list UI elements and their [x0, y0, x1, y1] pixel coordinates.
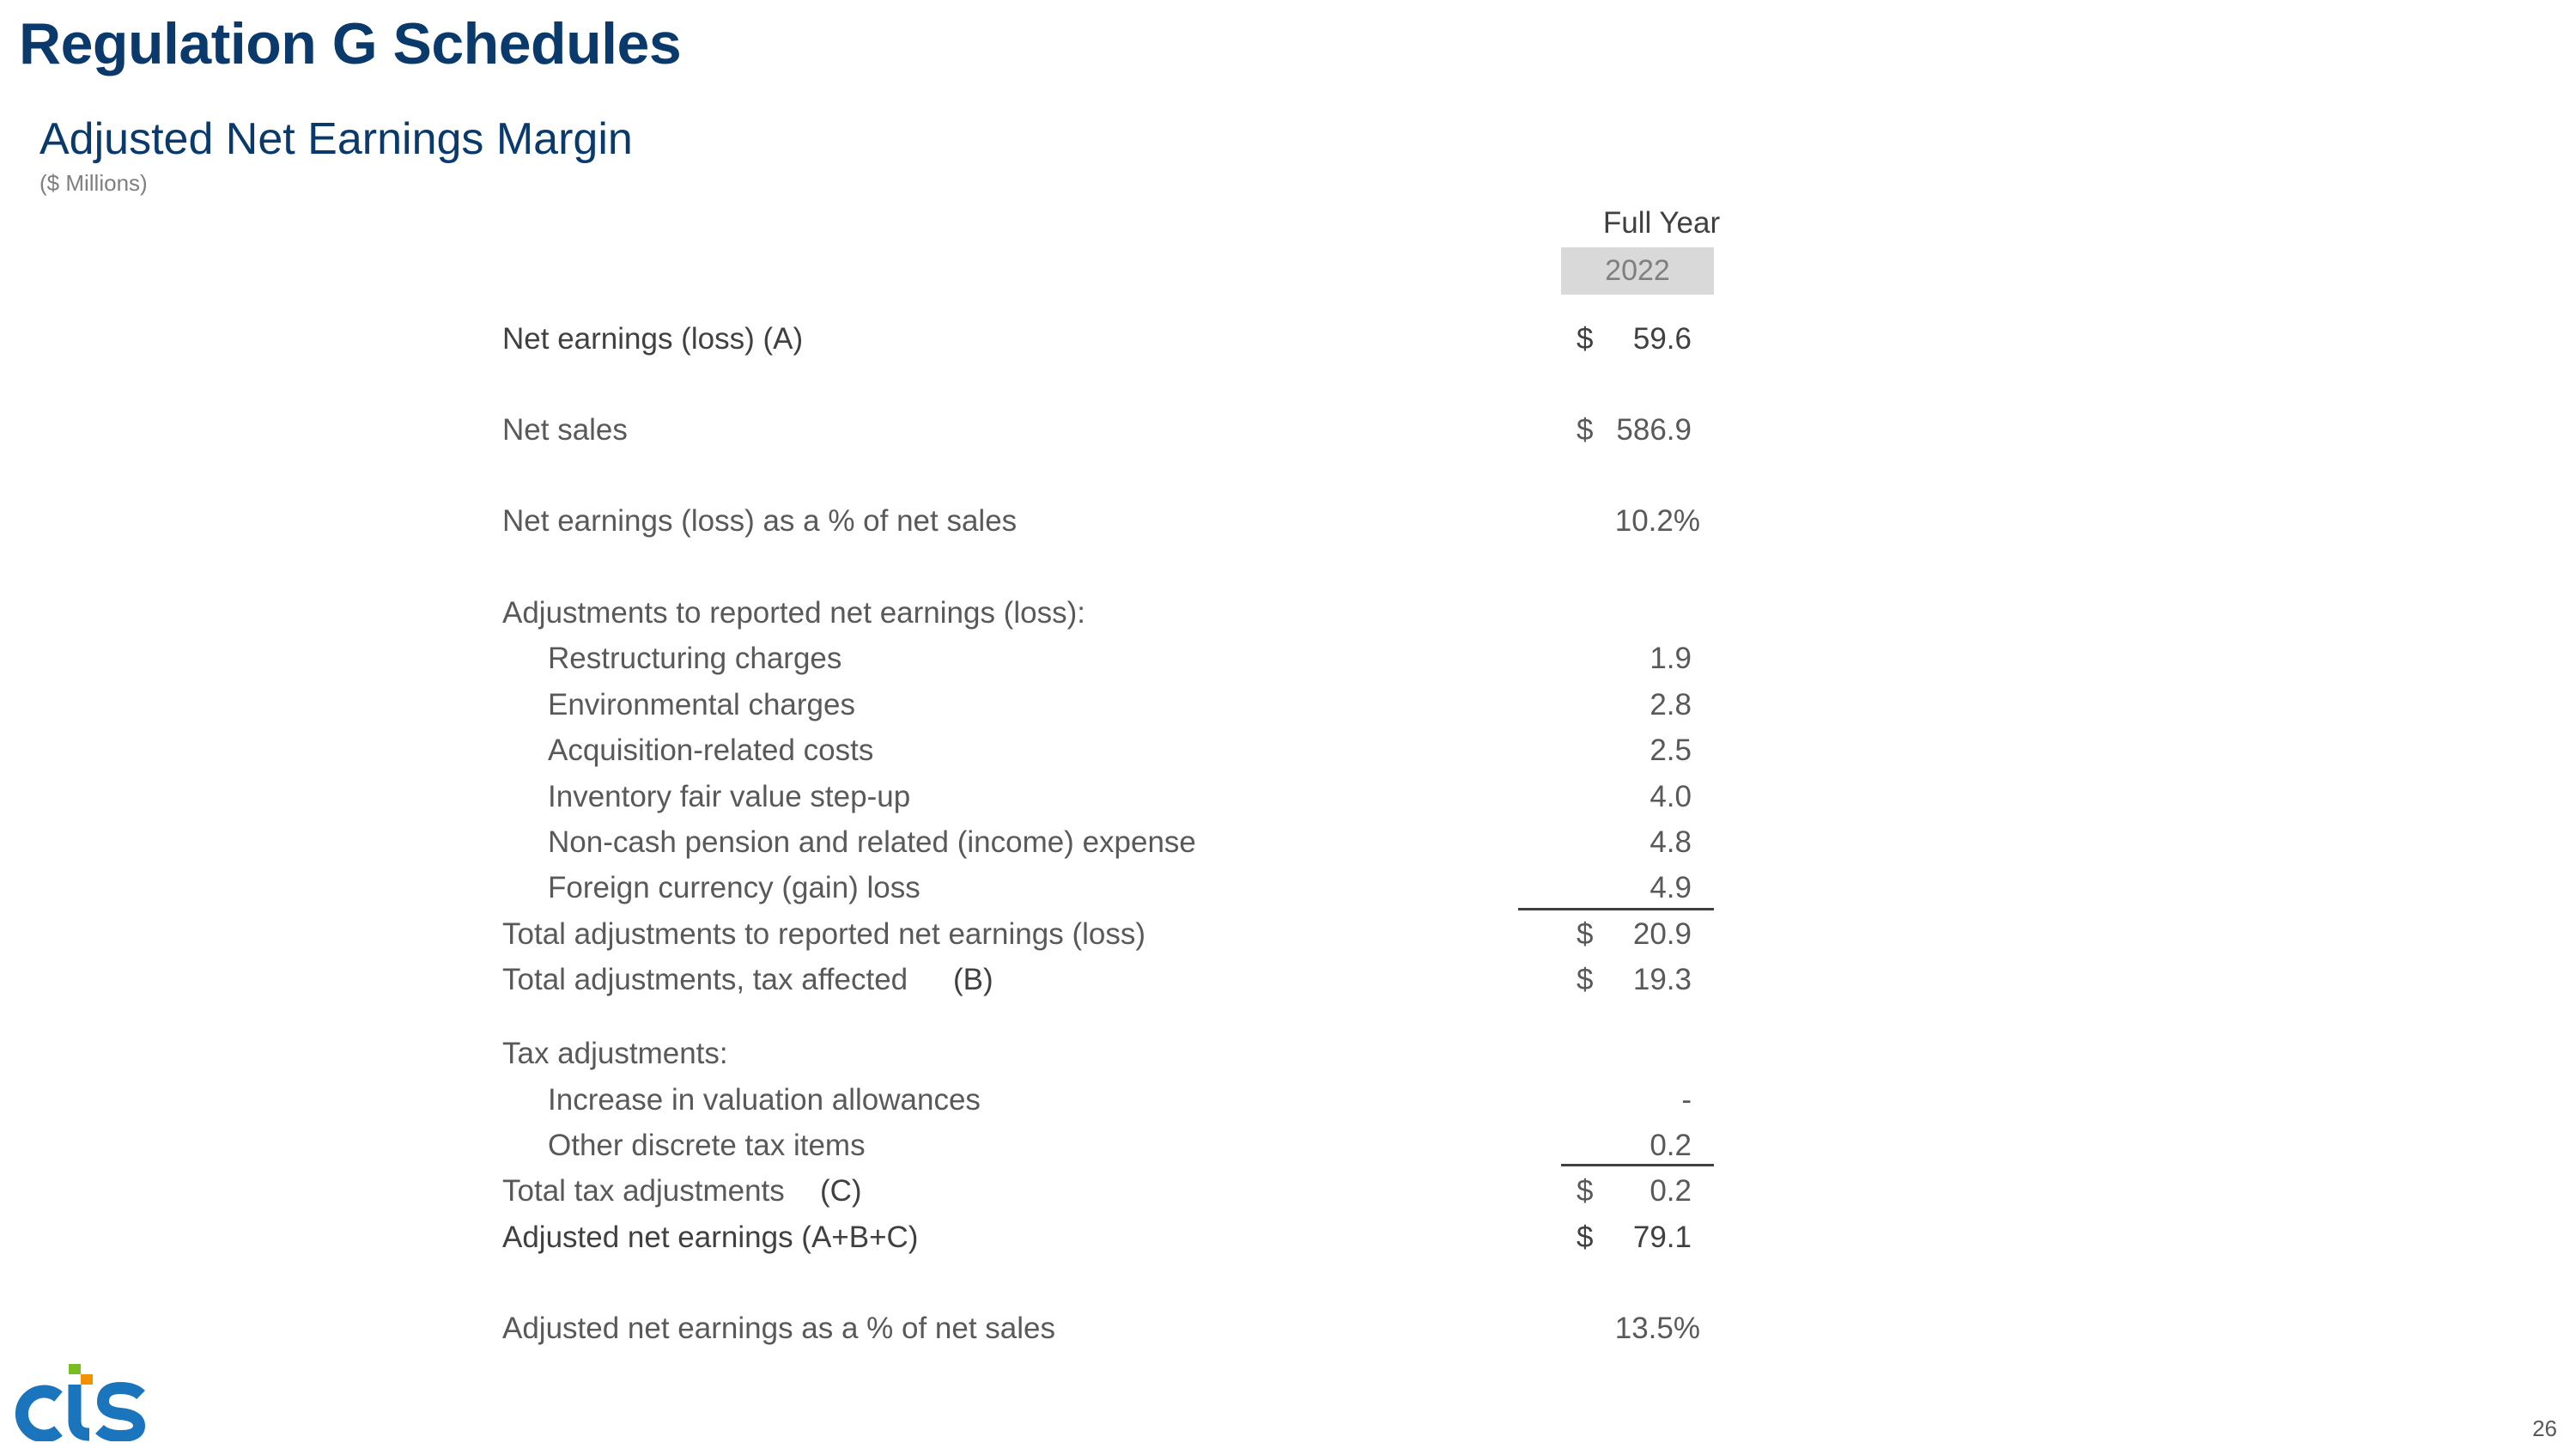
row-value: 4.0: [1649, 780, 1692, 813]
row-foreign-currency: [0, 865, 2576, 911]
row-value: 0.2: [1649, 1174, 1692, 1208]
column-header-period: Full Year: [1602, 206, 1721, 240]
subtotal-rule: [1518, 908, 1714, 910]
row-marker: (C): [820, 1174, 862, 1208]
row-environmental: [0, 682, 2576, 728]
row-adjustments-header: [0, 590, 2576, 636]
row-value: 4.8: [1649, 825, 1692, 859]
row-label: Increase in valuation allowances: [548, 1083, 981, 1117]
row-label: Acquisition-related costs: [548, 734, 874, 767]
units-note: ($ Millions): [39, 170, 148, 196]
row-tax-header: [0, 1031, 2576, 1077]
row-value: 19.3: [1632, 963, 1692, 996]
row-label: Net earnings (loss) (A): [502, 322, 804, 356]
currency-symbol: $: [1577, 322, 1594, 356]
row-value: 2.5: [1649, 734, 1692, 767]
row-value: -: [1681, 1083, 1692, 1117]
row-label: Environmental charges: [548, 688, 855, 721]
row-value: 10.2%: [1614, 504, 1700, 538]
row-inventory: [0, 774, 2576, 820]
row-label: Total tax adjustments: [502, 1174, 785, 1208]
section-label: Adjustments to reported net earnings (loss):: [502, 596, 1085, 630]
currency-symbol: $: [1577, 963, 1594, 996]
row-total-adjustments-tax: [0, 957, 2576, 1003]
row-marker: (B): [953, 963, 993, 996]
row-value: 20.9: [1632, 917, 1692, 951]
column-header-year: 2022: [1561, 247, 1714, 295]
row-net-earnings-pct: [0, 498, 2576, 545]
page-number: 26: [2532, 1416, 2557, 1441]
row-total-adjustments: [0, 911, 2576, 958]
row-adjusted-net-earnings: [0, 1215, 2576, 1261]
row-discrete-tax: [0, 1123, 2576, 1169]
currency-symbol: $: [1577, 1174, 1594, 1208]
row-label: Non-cash pension and related (income) expense: [548, 825, 1196, 859]
row-adjusted-pct: [0, 1306, 2576, 1352]
row-value: 2.8: [1649, 688, 1692, 721]
section-label: Tax adjustments:: [502, 1037, 728, 1070]
row-acquisition: [0, 728, 2576, 774]
row-value: 13.5%: [1614, 1312, 1700, 1345]
row-value: 4.9: [1649, 871, 1692, 904]
row-label: Net earnings (loss) as a % of net sales: [502, 504, 1018, 538]
subtotal-rule: [1561, 1164, 1714, 1166]
row-net-sales: [0, 407, 2576, 454]
row-label: Total adjustments to reported net earnings (loss): [502, 917, 1145, 951]
table-title: Adjusted Net Earnings Margin: [39, 114, 633, 164]
row-net-earnings: [0, 316, 2576, 362]
row-value: 0.2: [1649, 1129, 1692, 1162]
row-value: 59.6: [1632, 322, 1692, 356]
row-label: Foreign currency (gain) loss: [548, 871, 920, 904]
row-label: Inventory fair value step-up: [548, 780, 911, 813]
row-pension: [0, 819, 2576, 866]
row-label: Adjusted net earnings (A+B+C): [502, 1221, 919, 1254]
row-label: Other discrete tax items: [548, 1129, 866, 1162]
row-label: Restructuring charges: [548, 642, 842, 675]
slide-title: Regulation G Schedules: [19, 11, 682, 76]
row-total-tax: [0, 1168, 2576, 1215]
cts-logo: [14, 1359, 151, 1441]
row-label: Adjusted net earnings as a % of net sales: [502, 1312, 1056, 1345]
row-valuation-allowances: [0, 1077, 2576, 1123]
row-value: 79.1: [1632, 1221, 1692, 1254]
row-restructuring: [0, 636, 2576, 682]
currency-symbol: $: [1577, 917, 1594, 951]
row-value: 586.9: [1616, 413, 1692, 447]
row-value: 1.9: [1649, 642, 1692, 675]
row-label: Net sales: [502, 413, 628, 447]
row-label: Total adjustments, tax affected: [502, 963, 908, 996]
currency-symbol: $: [1577, 413, 1594, 447]
currency-symbol: $: [1577, 1221, 1594, 1254]
